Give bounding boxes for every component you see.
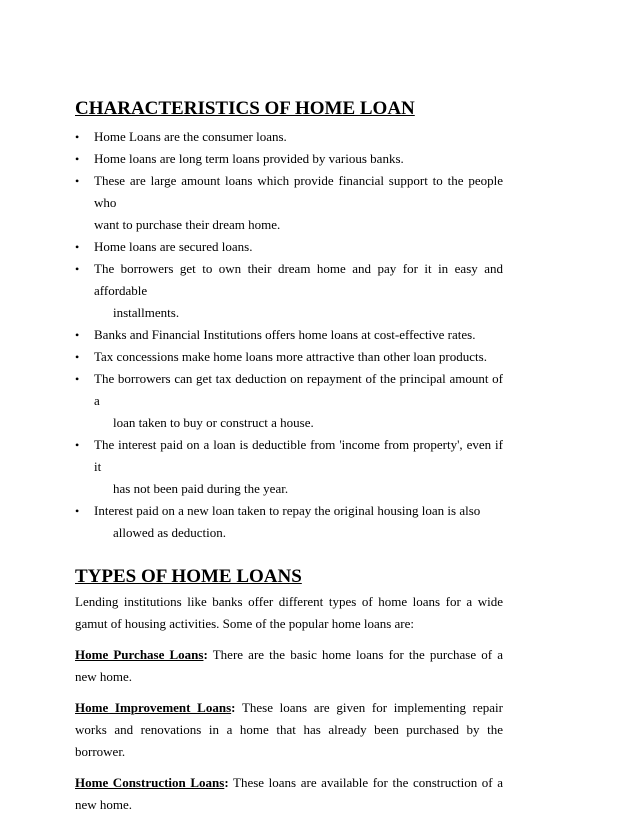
list-item-text-continuation: want to purchase their dream home. — [94, 217, 281, 232]
bullet-icon: • — [75, 240, 80, 254]
loan-type-description: These loans are available for the construction of a new home. — [75, 775, 504, 812]
bullet-icon: • — [75, 328, 80, 342]
list-item-text: Interest paid on a new loan taken to repay the original housing loan is also — [94, 503, 481, 518]
list-item — [75, 258, 503, 324]
bullet-icon: • — [75, 174, 80, 188]
list-item — [75, 236, 503, 258]
bullet-icon: • — [75, 350, 80, 364]
list-item-text: Banks and Financial Institutions offers home loans at cost-effective rates. — [94, 327, 476, 342]
document-content — [75, 98, 503, 816]
loan-type-description: These loans are given for implementing repair works and renovations in a home that has already been purchased by the borrower. — [75, 700, 503, 759]
list-item-text: The interest paid on a loan is deductible from 'income from property', even if it — [94, 437, 503, 474]
section-heading-types: TYPES OF HOME LOANS — [75, 566, 302, 587]
loan-type-term: Home Improvement Loans — [75, 700, 232, 715]
loan-type-paragraph — [75, 644, 503, 688]
list-item — [75, 346, 503, 368]
list-item — [75, 434, 503, 500]
list-item — [75, 324, 503, 346]
list-item-text: Home loans are secured loans. — [94, 239, 253, 254]
loan-type-paragraph — [75, 772, 503, 816]
types-intro-paragraph: Lending institutions like banks offer different types of home loans for a wide gamut of housing activities. Some of the popular home loans are: — [75, 594, 503, 631]
bullet-icon: • — [75, 438, 80, 452]
list-item-text: Home loans are long term loans provided by various banks. — [94, 151, 404, 166]
section-spacer — [75, 544, 503, 566]
list-item-text-continuation: loan taken to buy or construct a house. — [113, 415, 314, 430]
loan-type-paragraph — [75, 697, 503, 763]
list-item-text: The borrowers get to own their dream home and pay for it in easy and affordable — [94, 261, 503, 298]
bullet-icon: • — [75, 504, 80, 518]
list-item — [75, 126, 503, 148]
term-separator: : — [231, 700, 236, 715]
bullet-icon: • — [75, 372, 80, 386]
list-item-text: Home Loans are the consumer loans. — [94, 129, 287, 144]
list-item — [75, 368, 503, 434]
list-item-text-continuation: allowed as deduction. — [113, 525, 226, 540]
term-separator: : — [203, 647, 208, 662]
list-item — [75, 170, 503, 236]
characteristics-list — [75, 126, 503, 544]
list-item-text: The borrowers can get tax deduction on repayment of the principal amount of a — [94, 371, 503, 408]
loan-type-description: There are the basic home loans for the purchase of a new home. — [75, 647, 503, 684]
list-item-text-continuation: has not been paid during the year. — [113, 481, 289, 496]
bullet-icon: • — [75, 262, 80, 276]
loan-type-term: Home Construction Loans — [75, 775, 225, 790]
list-item-text-continuation: installments. — [113, 305, 180, 320]
loan-type-term: Home Purchase Loans — [75, 647, 204, 662]
list-item — [75, 500, 503, 544]
section-heading-characteristics: CHARACTERISTICS OF HOME LOAN — [75, 98, 415, 119]
list-item-text: These are large amount loans which provide financial support to the people who — [94, 173, 503, 210]
term-separator: : — [224, 775, 229, 790]
list-item — [75, 148, 503, 170]
list-item-text: Tax concessions make home loans more attractive than other loan products. — [94, 349, 487, 364]
bullet-icon: • — [75, 152, 80, 166]
bullet-icon: • — [75, 130, 80, 144]
